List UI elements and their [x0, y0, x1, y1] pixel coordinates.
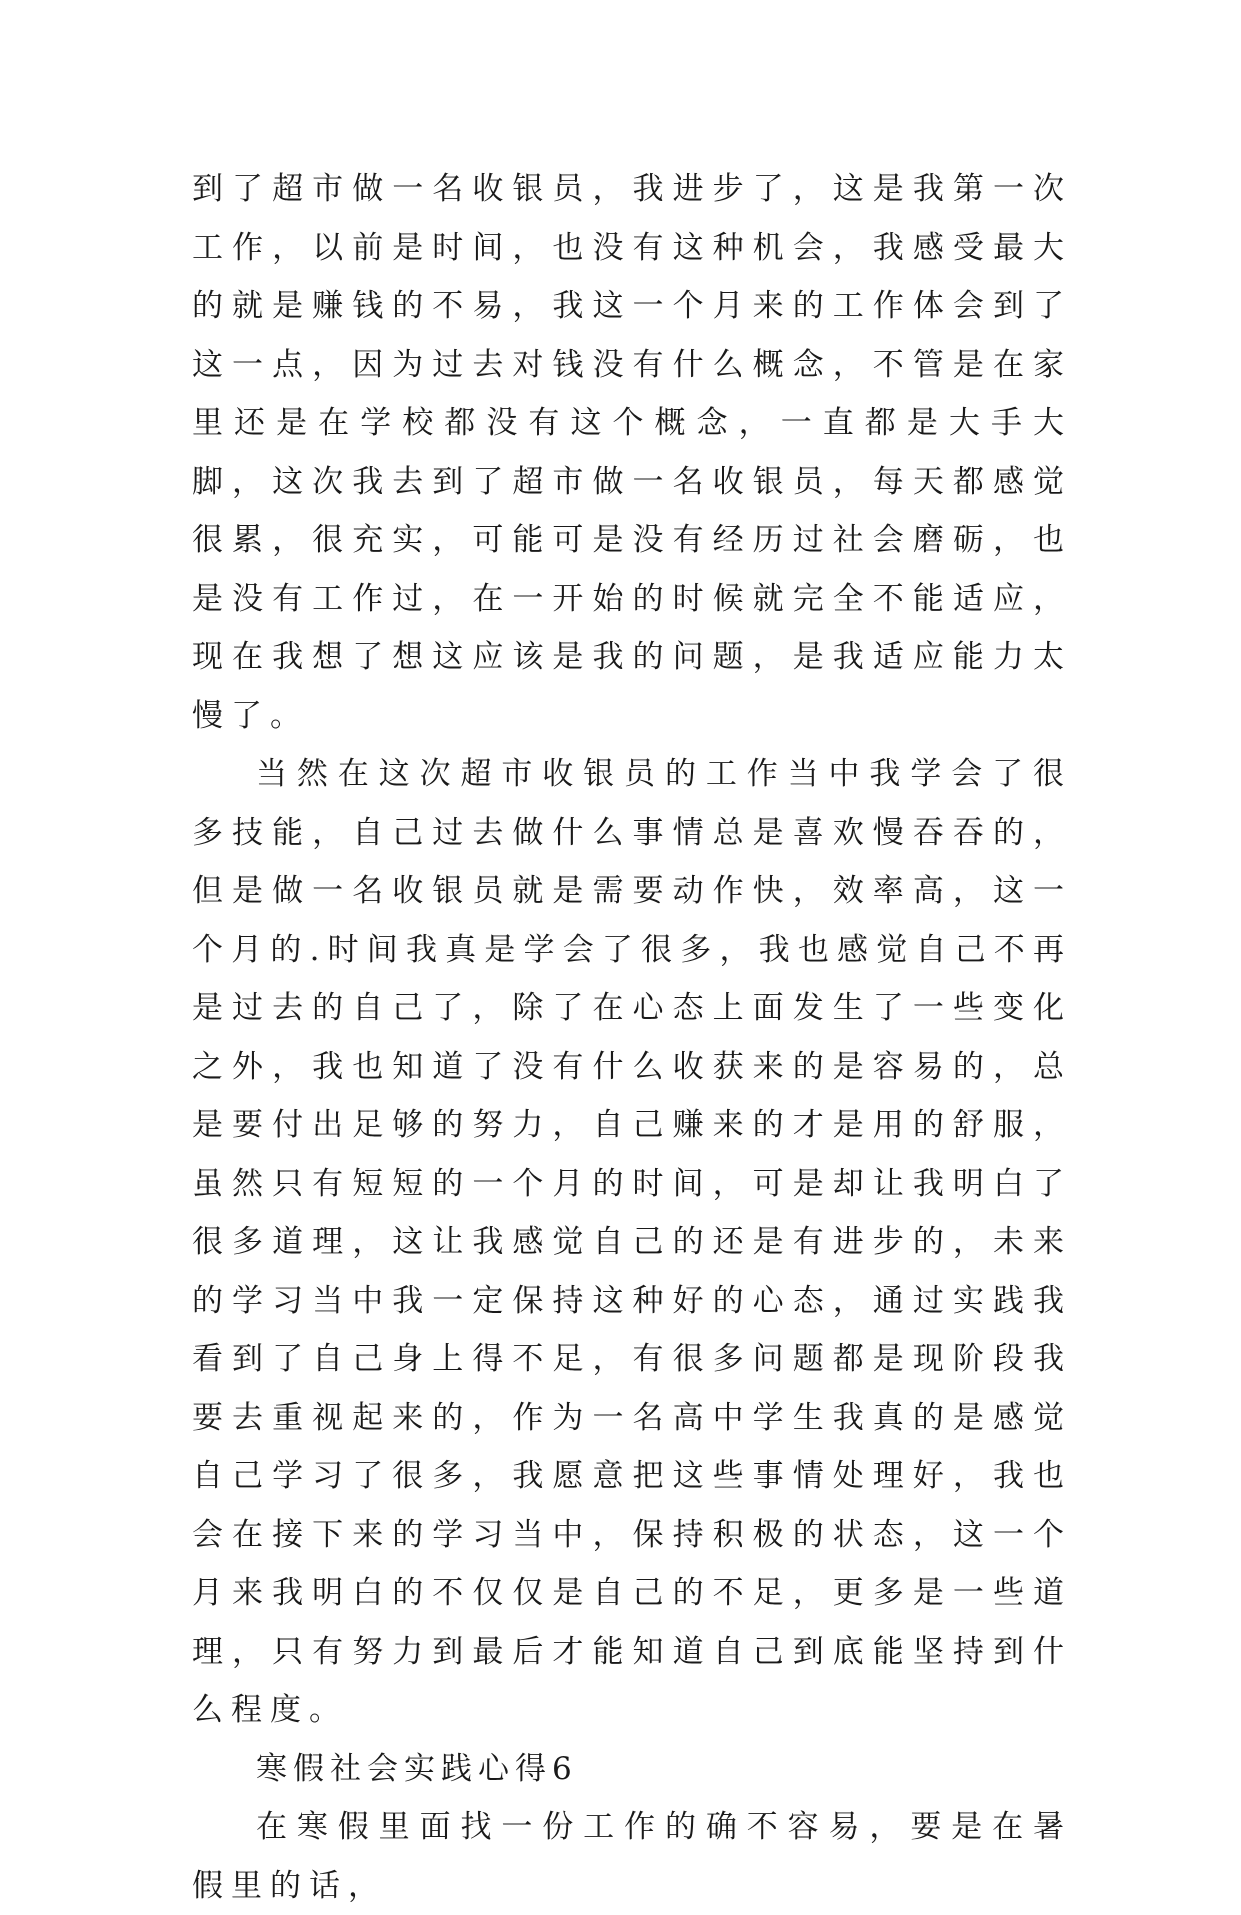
paragraph-cashier-skills: 当然在这次超市收银员的工作当中我学会了很多技能，自己过去做什么事情总是喜欢慢吞吞的，但是做一名收银员就是需要动作快，效率高，这一个月的.时间我真是学会了很多，我也感觉自己不再是过去的自己了，除了在心态上面发生了一些变化之外，我也知道了没有什么收获来的是容易的，总是要付出足够的努力，自己赚来的才是用的舒服，虽然只有短短的一个月的时间，可是却让我明白了很多道理，这让我感觉自己的还是有进步的，未来的学习当中我一定保持这种好的心态，通过实践我看到了自己身上得不足，有很多问题都是现阶段我要去重视起来的，作为一名高中学生我真的是感觉自己学习了很多，我愿意把这些事情处理好，我也会在接下来的学习当中，保持积极的状态，这一个月来我明白的不仅仅是自己的不足，更多是一些道理，只有努力到最后才能知道自己到底能坚持到什么程度。 [192, 756, 1072, 1728]
section-heading: 寒假社会实践心得6 [256, 1750, 578, 1787]
paragraph-continued: 到了超市做一名收银员，我进步了，这是我第一次工作，以前是时间，也没有这种机会，我感受最大的就是赚钱的不易，我这一个月来的工作体会到了这一点，因为过去对钱没有什么概念，不管是在家里还是在学校都没有这个概念，一直都是大手大脚，这次我去到了超市做一名收银员，每天都感觉很累，很充实，可能可是没有经历过社会磨砺，也是没有工作过，在一开始的时候就完全不能适应，现在我想了想这应该是我的问题，是我适应能力太慢了。 [192, 171, 1072, 734]
paragraph-winter-job: 在寒假里面找一份工作的确不容易，要是在暑假里的话， [192, 1809, 1072, 1904]
document-body [192, 160, 1072, 1915]
